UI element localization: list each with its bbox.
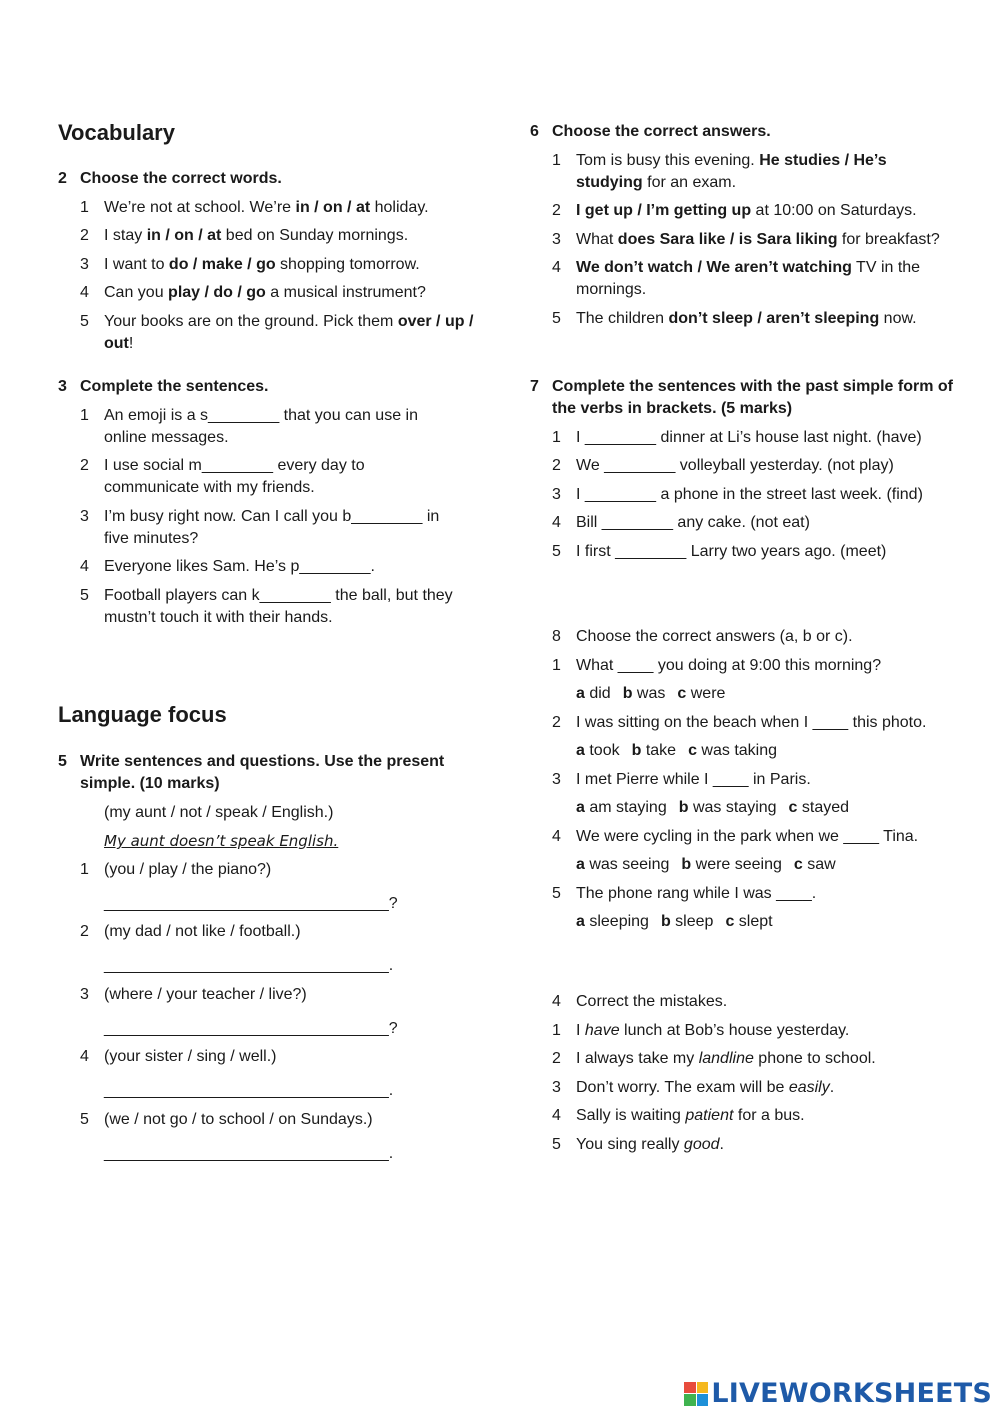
exercise-title: Choose the correct answers (a, b or c). [576,628,853,645]
answer-line: ________________________________. [104,957,394,974]
option [677,685,725,702]
item-text: The phone rang while I was ____. [576,884,817,902]
item-number: 5 [80,312,89,330]
text-run: lunch at Bob’s house yesterday. [619,1021,850,1039]
list-item [58,921,478,943]
option-letter: a [576,685,585,702]
item-text: (we / not go / to school / on Sundays.) [104,1110,373,1128]
exercise-4 [530,991,960,1156]
text-run: for breakfast? [837,230,940,248]
option-letter: a [576,799,585,816]
option [688,742,777,759]
option-text: sleep [670,913,714,930]
item-number: 5 [552,884,561,902]
item-number: 5 [552,542,561,560]
item-text: I use social m________ every day to communicate with my friends. [104,457,365,496]
item-text [104,197,478,219]
item-number: 5 [80,586,89,604]
text-run: I want to [104,255,169,273]
option-text: were [686,685,726,702]
list-item [530,655,960,677]
item-number: 4 [552,514,561,531]
option-text: am staying [584,799,667,816]
option-letter: b [678,799,689,816]
option [576,742,620,759]
exercise-8 [530,626,960,933]
item-number: 4 [80,1048,89,1065]
list-item [58,1046,478,1068]
list-item [530,308,940,330]
list-item [58,859,478,881]
list-item [58,506,458,550]
list-item [530,1048,960,1070]
text-run: now. [879,309,917,327]
answer-line: ________________________________. [104,1144,394,1162]
item-text: (your sister / sing / well.) [104,1048,277,1065]
bold-choice: play / do / go [168,284,266,301]
item-text: We were cycling in the park when we ____ Tina. [576,827,919,845]
list-item [530,150,940,194]
text-run: What [576,230,618,248]
item-number: 1 [80,860,89,878]
text-run: shopping tomorrow. [275,255,420,273]
item-text: We ________ volleyball yesterday. (not play) [576,457,894,474]
exercise-number: 2 [58,170,67,187]
option [623,685,666,702]
item-text: (where / your teacher / live?) [104,985,307,1003]
item-text [576,229,940,251]
option [576,799,667,816]
item-number: 2 [80,227,89,244]
list-item [58,556,458,578]
list-item [530,1077,960,1099]
option [661,913,713,930]
text-run: for an exam. [642,173,737,191]
list-item [530,1020,960,1042]
list-item [530,1105,960,1127]
bold-choice: do / make / go [168,255,276,273]
bold-choice: in / on / at [146,227,222,244]
item-text: I’m busy right now. Can I call you b________ in five minutes? [104,507,440,547]
item-number: 3 [552,230,561,248]
item-number: 1 [552,151,561,169]
item-text: I ________ dinner at Li’s house last night. (have) [576,428,922,446]
bold-choice: He studies / He’s studying [576,151,887,191]
text-run: Sally is waiting [576,1107,686,1124]
item-number: 2 [552,202,561,219]
bold-choice: don’t sleep / aren’t sleeping [668,309,880,327]
option [632,742,676,759]
item-number: 5 [80,1110,89,1128]
list-item [530,512,960,534]
text-run: at 10:00 on Saturdays. [751,202,917,219]
list-item [530,257,940,301]
list-item [58,311,478,355]
exercise-3 [58,376,458,629]
item-number: 5 [552,1135,561,1153]
bold-choice: over / up / out [104,312,474,352]
exercise-number: 6 [530,123,539,140]
list-item [58,405,458,449]
option-text: take [641,742,677,759]
answer-options [530,683,960,705]
item-number: 5 [552,309,561,327]
exercise-7 [530,376,960,563]
text-run: holiday. [370,198,429,216]
italic-mistake: landline [698,1050,754,1067]
item-number: 2 [552,457,561,474]
item-text [576,1048,960,1070]
answer-options [530,854,960,876]
exercise-number: 3 [58,378,67,395]
item-number: 2 [552,1050,561,1067]
item-number: 3 [80,985,89,1003]
item-number: 2 [552,713,561,731]
item-text: (you / play / the piano?) [104,860,272,878]
option-letter: b [631,742,642,759]
item-text [576,200,940,222]
text-run: TV in the mornings. [576,259,921,298]
item-text [576,1020,960,1042]
logo-mark-icon [684,1382,708,1406]
option [576,685,611,702]
item-text: Bill ________ any cake. (not eat) [576,514,810,531]
item-text: What ____ you doing at 9:00 this morning? [576,656,882,674]
item-text: I first ________ Larry two years ago. (meet) [576,542,887,560]
logo-text: LIVEWORKSHEETS [711,1378,992,1409]
item-number: 4 [552,259,561,276]
option [725,913,772,930]
list-item [58,585,458,629]
text-run: I [576,1021,585,1039]
option-letter: c [788,799,798,816]
bold-choice: I get up / I’m getting up [576,202,752,219]
option-text: was seeing [584,856,670,873]
exercise-title: Choose the correct words. [80,170,282,187]
item-text: I ________ a phone in the street last week. (find) [576,485,923,503]
option [789,799,850,816]
list-item [530,826,960,848]
bold-choice: We don’t watch / We aren’t watching [576,259,852,276]
option-text: was [632,685,666,702]
item-number: 4 [552,827,561,845]
exercise-5 [58,751,478,1165]
option-letter: c [677,685,687,702]
item-text: (my dad / not like / football.) [104,923,301,940]
item-number: 4 [80,284,89,301]
answer-options [530,740,960,762]
item-number: 1 [80,406,89,424]
text-run: for a bus. [733,1107,805,1124]
example-prompt: (my aunt / not / speak / English.) [104,803,334,821]
list-item [58,197,478,219]
option-letter: a [576,742,585,759]
italic-mistake: easily [788,1078,830,1096]
option-text: were seeing [691,856,782,873]
list-item [58,282,478,304]
italic-mistake: good [683,1135,720,1153]
item-number: 4 [80,558,89,575]
option-text: did [584,685,611,702]
answer-line: ________________________________. [104,1082,394,1099]
item-number: 3 [552,770,561,788]
liveworksheets-logo [684,1378,992,1409]
list-item [530,200,940,222]
list-item [58,455,458,499]
example-answer: My aunt doesn’t speak English. [104,832,339,850]
text-run: Your books are on the ground. Pick them [104,312,398,330]
item-text [576,1134,960,1156]
list-item [58,254,478,276]
exercise-title: Correct the mistakes. [576,993,728,1010]
item-text [104,254,478,276]
item-number: 1 [552,656,561,674]
item-number: 2 [80,457,89,474]
exercise-title: Choose the correct answers. [552,123,771,140]
exercise-title: Complete the sentences with the past simple form of the verbs in brackets. (5 marks) [552,378,953,417]
exercise-number: 8 [552,628,561,645]
item-text [576,1105,960,1127]
list-item [530,484,960,506]
text-run: Tom is busy this evening. [576,151,760,169]
item-number: 4 [552,1107,561,1124]
item-text [576,257,940,301]
text-run: phone to school. [753,1050,876,1067]
option-text: sleeping [584,913,649,930]
exercise-number: 7 [530,378,539,395]
option-text: saw [802,856,836,873]
option [576,856,669,873]
list-item [530,427,960,449]
option-letter: b [681,856,692,873]
option [681,856,782,873]
text-run: You sing really [576,1135,684,1153]
vocabulary-heading: Vocabulary [58,120,175,145]
bold-choice: does Sara like / is Sara liking [617,230,838,248]
list-item [530,712,960,734]
text-run: I stay [104,227,147,244]
answer-line: ________________________________? [104,1019,398,1037]
answer-line: ________________________________? [104,894,398,912]
text-run: Don’t worry. The exam will be [576,1078,789,1096]
option-letter: c [688,742,697,759]
item-text [104,225,478,247]
item-number: 1 [80,198,89,216]
item-number: 2 [80,923,89,940]
option-letter: c [725,913,735,930]
option-letter: c [793,856,803,873]
list-item [530,883,960,905]
list-item [530,541,960,563]
exercise-number: 5 [58,753,67,770]
option [794,856,836,873]
option-letter: b [660,913,671,930]
item-number: 3 [552,1078,561,1096]
exercise-6 [530,121,940,330]
item-text: An emoji is a s________ that you can use in online messages. [104,406,418,446]
option-letter: a [576,913,585,930]
option-letter: b [622,685,633,702]
text-run: Can you [104,284,169,301]
item-text: I met Pierre while I ____ in Paris. [576,770,811,788]
item-text [576,308,940,330]
text-run: The children [576,309,669,327]
option-text: was staying [688,799,777,816]
option-text: slept [734,913,773,930]
item-number: 1 [552,1021,561,1039]
text-run: a musical instrument? [265,284,426,301]
text-run: ! [128,334,134,352]
list-item [58,984,478,1006]
italic-mistake: patient [685,1107,734,1124]
option [576,913,649,930]
list-item [530,1134,960,1156]
exercise-title: Write sentences and questions. Use the present simple. (10 marks) [80,753,445,792]
item-number: 3 [80,507,89,525]
item-number: 3 [552,485,561,503]
option-text: took [584,742,620,759]
list-item [530,455,960,477]
text-run: We’re not at school. We’re [104,198,296,216]
option-text: was taking [696,742,778,759]
answer-options [530,797,960,819]
text-run: . [829,1078,835,1096]
item-text: Everyone likes Sam. He’s p________. [104,558,375,575]
item-text: Football players can k________ the ball, but they mustn’t touch it with their hands. [104,586,453,626]
exercise-2 [58,168,478,355]
italic-mistake: have [584,1021,620,1039]
list-item [530,229,940,251]
item-text: I was sitting on the beach when I ____ this photo. [576,713,927,731]
item-number: 1 [552,428,561,446]
text-run: . [719,1135,724,1153]
exercise-number: 4 [552,993,561,1010]
item-text [104,311,478,355]
list-item [58,1109,478,1131]
list-item [58,225,478,247]
text-run: I always take my [576,1050,699,1067]
item-number: 3 [80,255,89,273]
option [679,799,777,816]
item-text [104,282,478,304]
exercise-title: Complete the sentences. [80,378,269,395]
option-text: stayed [797,799,850,816]
language-focus-heading: Language focus [58,702,227,727]
item-text [576,1077,960,1099]
list-item [530,769,960,791]
answer-options [530,911,960,933]
option-letter: a [576,856,585,873]
item-text [576,150,940,194]
bold-choice: in / on / at [295,198,371,216]
text-run: bed on Sunday mornings. [221,227,409,244]
